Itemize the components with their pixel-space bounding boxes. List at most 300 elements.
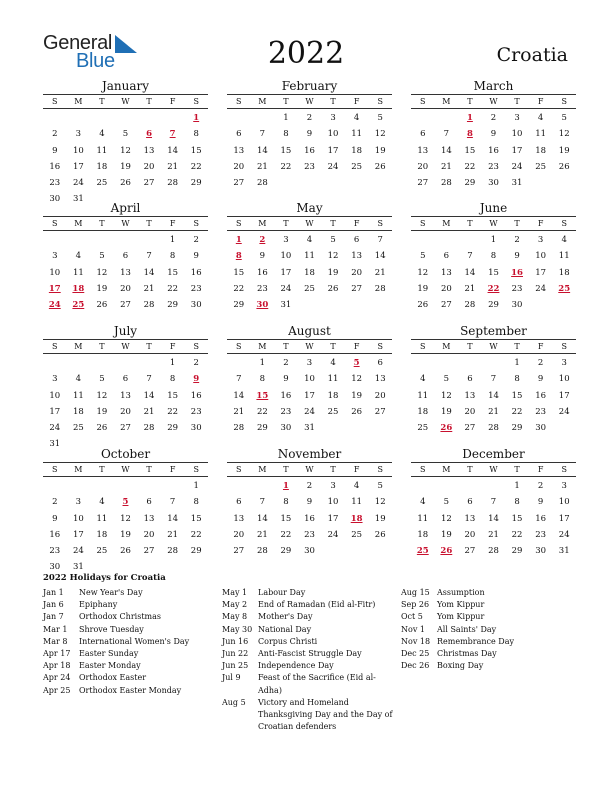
day-cell: 11 — [327, 374, 339, 385]
day-cell: 12 — [327, 251, 339, 262]
day-cell: 7 — [490, 497, 497, 508]
weekday-label: T — [99, 219, 105, 228]
day-cell: 30 — [488, 178, 499, 189]
holiday-date: Aug 5 — [222, 697, 246, 707]
day-cell: 12 — [440, 513, 452, 524]
day-cell: 11 — [558, 251, 570, 262]
weekday-label: S — [561, 465, 567, 474]
day-cell: 18 — [72, 406, 84, 417]
holiday-name: Corpus Christi — [258, 636, 318, 646]
logo-blue-text: Blue — [76, 50, 115, 72]
day-cell: 27 — [440, 300, 452, 311]
day-cell: 7 — [146, 374, 152, 385]
day-grid — [411, 357, 576, 438]
holiday-column — [43, 587, 218, 697]
holiday-row — [222, 587, 397, 599]
month-november — [227, 447, 392, 561]
weekday-label: W — [305, 465, 314, 474]
day-cell: 22 — [511, 529, 523, 540]
holiday-day: 24 — [48, 300, 61, 311]
day-cell: 3 — [330, 481, 336, 491]
day-cell: 19 — [558, 145, 570, 156]
day-cell: 7 — [467, 251, 473, 262]
day-cell: 5 — [443, 374, 450, 385]
day-cell: 13 — [120, 267, 131, 278]
weekday-label: S — [193, 465, 199, 474]
day-cell: 21 — [464, 283, 476, 294]
month-name: December — [462, 447, 525, 461]
day-cell: 23 — [256, 283, 268, 294]
day-cell: 1 — [169, 358, 176, 368]
day-cell: 4 — [75, 374, 82, 385]
day-cell: 8 — [259, 374, 266, 385]
empty-cell — [43, 112, 67, 128]
day-cell: 20 — [417, 161, 429, 172]
day-cell: 19 — [440, 406, 452, 417]
day-cell: 19 — [417, 283, 429, 294]
day-cell: 4 — [75, 251, 82, 262]
holiday-day: 1 — [193, 113, 200, 123]
weekday-label: W — [489, 342, 498, 351]
empty-cell — [137, 234, 161, 250]
day-cell: 26 — [327, 283, 339, 294]
month-name: April — [110, 201, 141, 215]
day-cell: 13 — [143, 145, 155, 156]
day-cell: 19 — [120, 161, 131, 172]
day-cell: 4 — [99, 497, 105, 508]
day-cell: 20 — [143, 161, 155, 172]
holiday-date: Aug 15 — [401, 588, 430, 597]
day-cell: 15 — [488, 267, 499, 278]
month-september — [411, 324, 576, 438]
day-cell: 9 — [283, 374, 289, 385]
holiday-day: 1 — [466, 113, 473, 123]
empty-cell — [435, 480, 459, 496]
day-cell: 9 — [193, 251, 199, 262]
empty-cell — [90, 112, 114, 128]
day-cell: 6 — [236, 497, 242, 508]
holiday-date: Oct 5 — [401, 612, 423, 622]
weekday-label: S — [52, 465, 58, 474]
empty-cell — [67, 234, 91, 250]
empty-cell — [43, 480, 67, 496]
day-cell: 27 — [143, 178, 155, 189]
day-cell: 25 — [96, 178, 108, 189]
holiday-name: Yom Kippur — [437, 612, 485, 622]
day-cell: 10 — [558, 497, 570, 508]
day-cell: 3 — [283, 235, 289, 245]
day-cell: 29 — [280, 546, 292, 557]
day-cell: 25 — [417, 423, 429, 434]
day-cell: 14 — [488, 390, 499, 401]
day-cell: 19 — [440, 529, 452, 540]
empty-cell — [227, 112, 251, 128]
weekday-label: S — [193, 342, 199, 351]
month-january — [43, 79, 208, 210]
day-cell: 10 — [49, 267, 61, 278]
day-cell: 17 — [558, 390, 570, 401]
weekday-label: T — [330, 342, 336, 351]
day-cell: 5 — [122, 129, 129, 140]
holiday-day: 18 — [72, 283, 85, 294]
day-grid — [227, 357, 392, 438]
day-cell: 7 — [259, 129, 266, 140]
day-cell: 19 — [374, 513, 386, 524]
holiday-column — [401, 587, 576, 672]
day-cell: 18 — [417, 406, 429, 417]
weekday-label: S — [236, 219, 242, 228]
holiday-row — [43, 624, 218, 636]
day-cell: 31 — [304, 423, 315, 434]
day-cell: 26 — [374, 161, 386, 172]
holiday-date: Dec 26 — [401, 661, 430, 671]
empty-cell — [114, 234, 138, 250]
day-cell: 18 — [417, 529, 429, 540]
holiday-day: 25 — [558, 283, 571, 294]
day-cell: 7 — [443, 129, 450, 140]
holiday-date: Jun 22 — [222, 649, 249, 659]
day-cell: 16 — [256, 267, 268, 278]
empty-cell — [43, 234, 67, 250]
month-name: November — [277, 447, 342, 461]
day-cell: 17 — [72, 529, 84, 540]
day-cell: 10 — [304, 374, 315, 385]
weekday-label: M — [74, 219, 83, 228]
weekday-header — [43, 339, 208, 354]
weekday-label: T — [283, 465, 289, 474]
day-cell: 23 — [304, 529, 315, 540]
holiday-name: End of Ramadan (Eid al-Fitr) — [258, 600, 376, 610]
day-cell: 10 — [327, 129, 339, 140]
empty-cell — [67, 112, 91, 128]
day-cell: 26 — [374, 529, 386, 540]
day-cell: 28 — [374, 283, 386, 294]
holiday-name: New Year's Day — [79, 588, 143, 597]
day-cell: 9 — [306, 129, 313, 140]
day-cell: 26 — [120, 546, 131, 557]
day-cell: 16 — [280, 390, 292, 401]
day-cell: 17 — [327, 513, 339, 524]
empty-cell — [435, 357, 459, 373]
day-cell: 3 — [537, 235, 544, 245]
day-cell: 29 — [167, 423, 179, 434]
weekday-label: T — [99, 465, 105, 474]
day-cell: 29 — [190, 178, 202, 189]
weekday-label: F — [169, 342, 176, 351]
day-cell: 15 — [280, 513, 292, 524]
day-cell: 15 — [167, 390, 179, 401]
day-cell: 15 — [464, 145, 476, 156]
weekday-header — [43, 216, 208, 231]
holiday-name: Labour Day — [258, 588, 306, 597]
day-cell: 5 — [99, 251, 105, 262]
day-cell: 31 — [72, 562, 84, 573]
day-cell: 2 — [193, 358, 199, 368]
day-cell: 19 — [351, 390, 363, 401]
holiday-day: 5 — [122, 497, 129, 508]
holiday-date: May 8 — [222, 612, 248, 622]
day-cell: 8 — [283, 129, 289, 140]
day-cell: 6 — [236, 129, 242, 140]
day-cell: 27 — [120, 300, 131, 311]
weekday-label: T — [283, 97, 289, 106]
day-cell: 22 — [511, 406, 523, 417]
month-name: July — [113, 324, 138, 338]
day-cell: 1 — [514, 481, 520, 491]
day-cell: 10 — [49, 390, 61, 401]
empty-cell — [43, 357, 67, 373]
weekday-label: F — [353, 342, 360, 351]
day-cell: 19 — [96, 406, 108, 417]
weekday-label: M — [258, 219, 267, 228]
weekday-label: T — [146, 97, 152, 106]
day-cell: 30 — [304, 546, 315, 557]
day-cell: 18 — [304, 267, 315, 278]
weekday-header — [411, 462, 576, 477]
day-cell: 11 — [417, 390, 429, 401]
holiday-date: Jan 6 — [43, 600, 64, 610]
day-cell: 14 — [464, 267, 476, 278]
day-cell: 30 — [535, 546, 547, 557]
weekday-label: T — [330, 97, 336, 106]
weekday-label: M — [442, 342, 451, 351]
holiday-row — [222, 624, 397, 636]
day-cell: 24 — [304, 406, 315, 417]
day-cell: 22 — [190, 529, 202, 540]
empty-cell — [67, 357, 91, 373]
day-cell: 26 — [351, 406, 363, 417]
weekday-label: M — [442, 219, 451, 228]
day-cell: 29 — [464, 178, 476, 189]
weekday-label: M — [442, 465, 451, 474]
day-cell: 16 — [535, 513, 547, 524]
day-cell: 3 — [52, 374, 58, 385]
empty-cell — [137, 112, 161, 128]
weekday-label: S — [377, 97, 383, 106]
day-cell: 16 — [304, 145, 315, 156]
day-cell: 10 — [327, 497, 339, 508]
holiday-row — [222, 599, 397, 611]
holiday-day: 25 — [416, 546, 429, 557]
day-cell: 10 — [535, 251, 547, 262]
weekday-label: F — [537, 97, 544, 106]
day-cell: 14 — [256, 513, 268, 524]
weekday-label: F — [537, 342, 544, 351]
day-cell: 2 — [537, 358, 544, 368]
holiday-name: Easter Sunday — [79, 649, 139, 659]
holiday-row — [401, 660, 576, 672]
weekday-label: S — [193, 219, 199, 228]
day-grid — [411, 112, 576, 193]
holiday-day: 26 — [440, 423, 453, 434]
weekday-header — [227, 216, 392, 231]
weekday-label: T — [514, 342, 520, 351]
month-name: October — [100, 447, 151, 461]
day-cell: 27 — [374, 406, 386, 417]
day-cell: 8 — [193, 129, 199, 140]
day-cell: 23 — [49, 178, 61, 189]
day-cell: 5 — [420, 251, 426, 262]
day-cell: 4 — [561, 235, 567, 245]
day-cell: 22 — [167, 283, 179, 294]
day-cell: 23 — [280, 406, 292, 417]
empty-cell — [458, 480, 482, 496]
day-cell: 5 — [377, 113, 383, 123]
weekday-label: W — [305, 342, 314, 351]
empty-cell — [137, 480, 161, 496]
day-cell: 9 — [306, 497, 313, 508]
holiday-day: 30 — [256, 300, 269, 311]
weekday-label: T — [330, 465, 336, 474]
weekday-label: F — [169, 219, 176, 228]
day-cell: 12 — [120, 513, 131, 524]
day-cell: 17 — [49, 406, 61, 417]
day-cell: 31 — [558, 546, 570, 557]
month-name: January — [101, 79, 150, 93]
day-cell: 20 — [351, 267, 363, 278]
holiday-day: 26 — [440, 546, 453, 557]
holiday-name: Yom Kippur — [437, 600, 485, 610]
day-cell: 18 — [96, 529, 108, 540]
holiday-row — [401, 611, 576, 623]
holiday-day: 17 — [48, 283, 61, 294]
weekday-label: T — [99, 97, 105, 106]
day-cell: 12 — [96, 267, 108, 278]
day-cell: 15 — [233, 267, 245, 278]
day-cell: 18 — [558, 267, 570, 278]
holiday-name: Independence Day — [258, 661, 334, 671]
weekday-label: T — [283, 219, 289, 228]
day-cell: 7 — [490, 374, 497, 385]
day-cell: 20 — [120, 406, 131, 417]
holiday-row — [222, 672, 397, 696]
logo-general-text: General — [43, 32, 113, 54]
weekday-header — [227, 339, 392, 354]
holiday-row — [43, 587, 218, 599]
weekday-label: F — [537, 219, 544, 228]
day-cell: 17 — [327, 145, 339, 156]
day-cell: 25 — [351, 529, 363, 540]
day-cell: 21 — [440, 161, 452, 172]
weekday-label: F — [353, 465, 360, 474]
day-cell: 20 — [233, 161, 245, 172]
day-cell: 30 — [190, 423, 202, 434]
weekday-header — [411, 216, 576, 231]
day-cell: 2 — [537, 481, 544, 491]
day-cell: 21 — [256, 529, 268, 540]
day-cell: 2 — [283, 358, 289, 368]
day-cell: 7 — [236, 374, 242, 385]
day-cell: 16 — [535, 390, 547, 401]
weekday-header — [43, 94, 208, 109]
day-cell: 28 — [143, 423, 155, 434]
day-cell: 10 — [280, 251, 292, 262]
empty-cell — [227, 480, 251, 496]
day-cell: 13 — [233, 145, 245, 156]
day-cell: 14 — [233, 390, 245, 401]
day-cell: 21 — [488, 529, 499, 540]
holiday-date: Jun 16 — [222, 636, 249, 646]
empty-cell — [161, 480, 185, 496]
empty-cell — [435, 112, 459, 128]
day-cell: 9 — [490, 129, 497, 140]
day-cell: 15 — [511, 513, 523, 524]
weekday-label: F — [169, 97, 176, 106]
day-cell: 13 — [464, 513, 476, 524]
day-cell: 27 — [351, 283, 363, 294]
empty-cell — [458, 234, 482, 250]
holiday-day: 16 — [511, 267, 523, 278]
day-cell: 1 — [259, 358, 266, 368]
weekday-label: T — [467, 342, 473, 351]
day-cell: 23 — [49, 546, 61, 557]
day-cell: 15 — [190, 145, 202, 156]
weekday-label: T — [283, 342, 289, 351]
holiday-date: Apr 18 — [43, 661, 71, 671]
day-cell: 21 — [374, 267, 386, 278]
month-name: September — [460, 324, 527, 338]
day-cell: 6 — [146, 497, 152, 508]
holiday-date: Apr 24 — [43, 673, 71, 683]
day-cell: 18 — [351, 145, 363, 156]
day-cell: 21 — [167, 161, 179, 172]
day-cell: 16 — [190, 267, 202, 278]
holiday-date: Jul 9 — [222, 673, 241, 683]
day-cell: 8 — [514, 497, 520, 508]
day-cell: 29 — [233, 300, 245, 311]
day-cell: 1 — [283, 113, 289, 123]
day-cell: 11 — [417, 513, 429, 524]
weekday-label: T — [514, 465, 520, 474]
holiday-row — [222, 697, 397, 734]
day-cell: 24 — [535, 283, 547, 294]
weekday-label: S — [377, 219, 383, 228]
holiday-date: Nov 18 — [401, 636, 431, 646]
day-cell: 9 — [537, 374, 544, 385]
holiday-column — [222, 587, 397, 733]
day-cell: 23 — [190, 406, 202, 417]
holiday-day: 8 — [466, 129, 473, 140]
day-cell: 30 — [49, 194, 61, 205]
empty-cell — [90, 357, 114, 373]
day-grid — [227, 112, 392, 193]
day-cell: 2 — [52, 129, 58, 140]
day-cell: 29 — [190, 546, 202, 557]
day-cell: 26 — [558, 161, 570, 172]
day-cell: 2 — [306, 481, 313, 491]
empty-cell — [482, 480, 506, 496]
day-cell: 31 — [511, 178, 523, 189]
empty-cell — [90, 480, 114, 496]
day-cell: 3 — [306, 358, 313, 368]
holiday-row — [222, 648, 397, 660]
empty-cell — [435, 234, 459, 250]
holiday-date: Apr 25 — [43, 685, 71, 695]
empty-cell — [411, 357, 435, 373]
day-cell: 1 — [514, 358, 520, 368]
day-cell: 17 — [72, 161, 84, 172]
day-cell: 11 — [304, 251, 315, 262]
day-cell: 6 — [443, 251, 450, 262]
day-cell: 21 — [256, 161, 268, 172]
month-august — [227, 324, 392, 438]
day-cell: 22 — [190, 161, 202, 172]
day-cell: 14 — [488, 513, 499, 524]
empty-cell — [411, 234, 435, 250]
day-cell: 28 — [464, 300, 476, 311]
holiday-date: Dec 25 — [401, 649, 430, 659]
month-name: March — [473, 79, 514, 93]
